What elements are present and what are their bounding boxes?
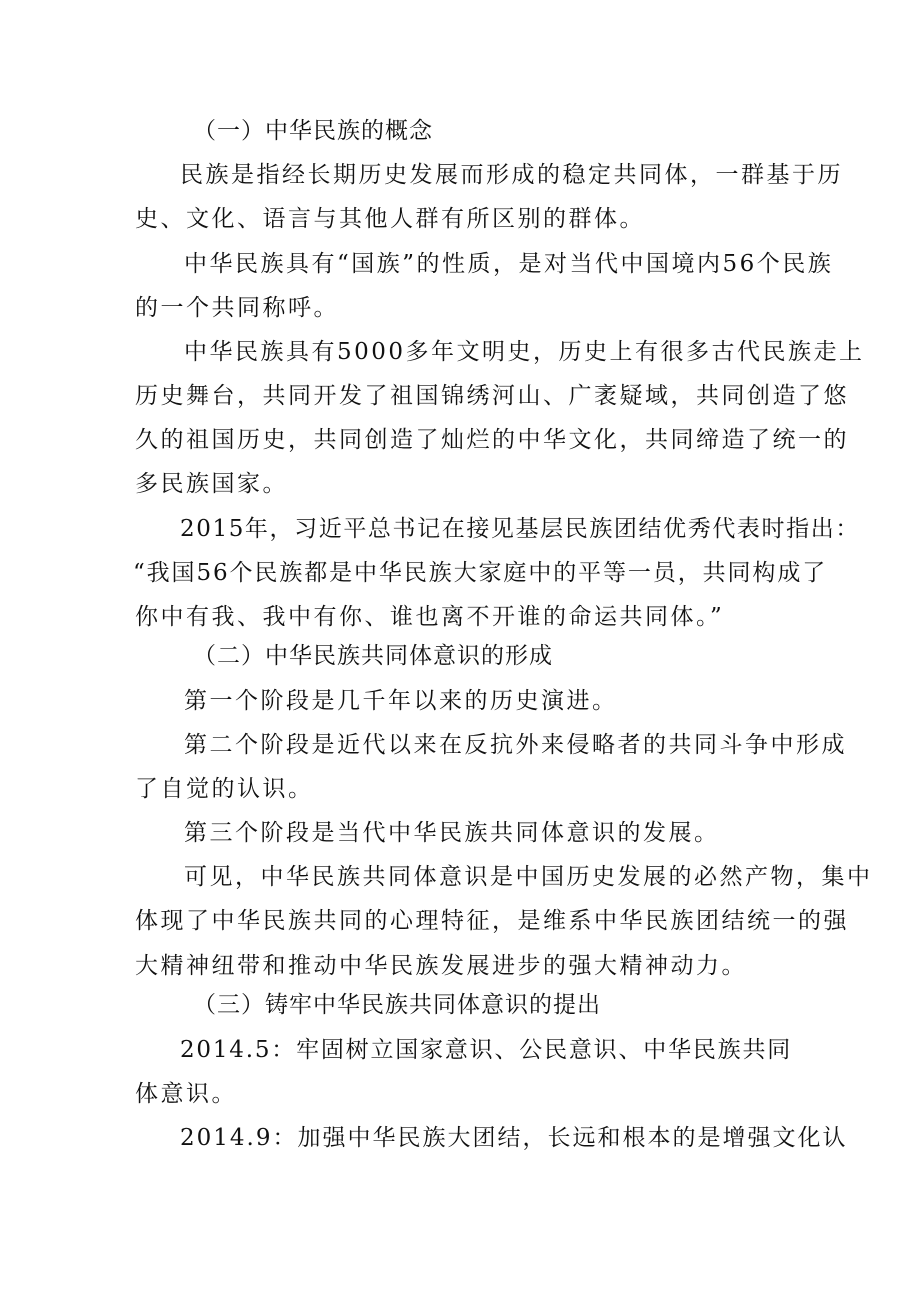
paragraph-line: 了自觉的认识。 [135, 776, 314, 802]
paragraph-line: 历史舞台，共同开发了祖国锦绣河山、广袤疑域，共同创造了悠 [135, 383, 849, 409]
paragraph-line: 第一个阶段是几千年以来的历史演进。 [184, 688, 618, 714]
paragraph-line: 第三个阶段是当代中华民族共同体意识的发展。 [184, 820, 720, 846]
paragraph-line: 史、文化、语言与其他人群有所区别的群体。 [135, 206, 645, 232]
paragraph-line: “我国56个民族都是中华民族大家庭中的平等一员，共同构成了 [133, 560, 828, 586]
section-3-heading: （三）铸牢中华民族共同体意识的提出 [193, 992, 601, 1018]
paragraph-line: 2014.9：加强中华民族大团结，长远和根本的是增强文化认 [180, 1125, 848, 1151]
section-2-heading: （二）中华民族共同体意识的形成 [193, 643, 553, 669]
paragraph-line: 中华民族具有“国族”的性质，是对当代中国境内56个民族 [184, 251, 834, 277]
paragraph-line: 体意识。 [135, 1081, 237, 1107]
paragraph-line: 2015年，习近平总书记在接见基层民族团结优秀代表时指出： [180, 516, 860, 542]
section-1-heading: （一）中华民族的概念 [193, 118, 433, 144]
paragraph-line: 2014.5：牢固树立国家意识、公民意识、中华民族共同 [180, 1037, 793, 1063]
paragraph-line: 的一个共同称呼。 [135, 295, 339, 321]
paragraph-line: 第二个阶段是近代以来在反抗外来侵略者的共同斗争中形成 [184, 732, 847, 758]
paragraph-line: 大精神纽带和推动中华民族发展进步的强大精神动力。 [135, 953, 747, 979]
paragraph-line: 民族是指经长期历史发展而形成的稳定共同体，一群基于历 [180, 162, 843, 188]
paragraph-line: 多民族国家。 [135, 471, 288, 497]
paragraph-line: 中华民族具有5000多年文明史，历史上有很多古代民族走上 [184, 339, 865, 365]
paragraph-line: 体现了中华民族共同的心理特征，是维系中华民族团结统一的强 [135, 908, 849, 934]
paragraph-line: 久的祖国历史，共同创造了灿烂的中华文化，共同缔造了统一的 [135, 427, 849, 453]
paragraph-line: 可见，中华民族共同体意识是中国历史发展的必然产物，集中 [184, 864, 873, 890]
paragraph-line: 你中有我、我中有你、谁也离不开谁的命运共同体。” [135, 604, 725, 630]
